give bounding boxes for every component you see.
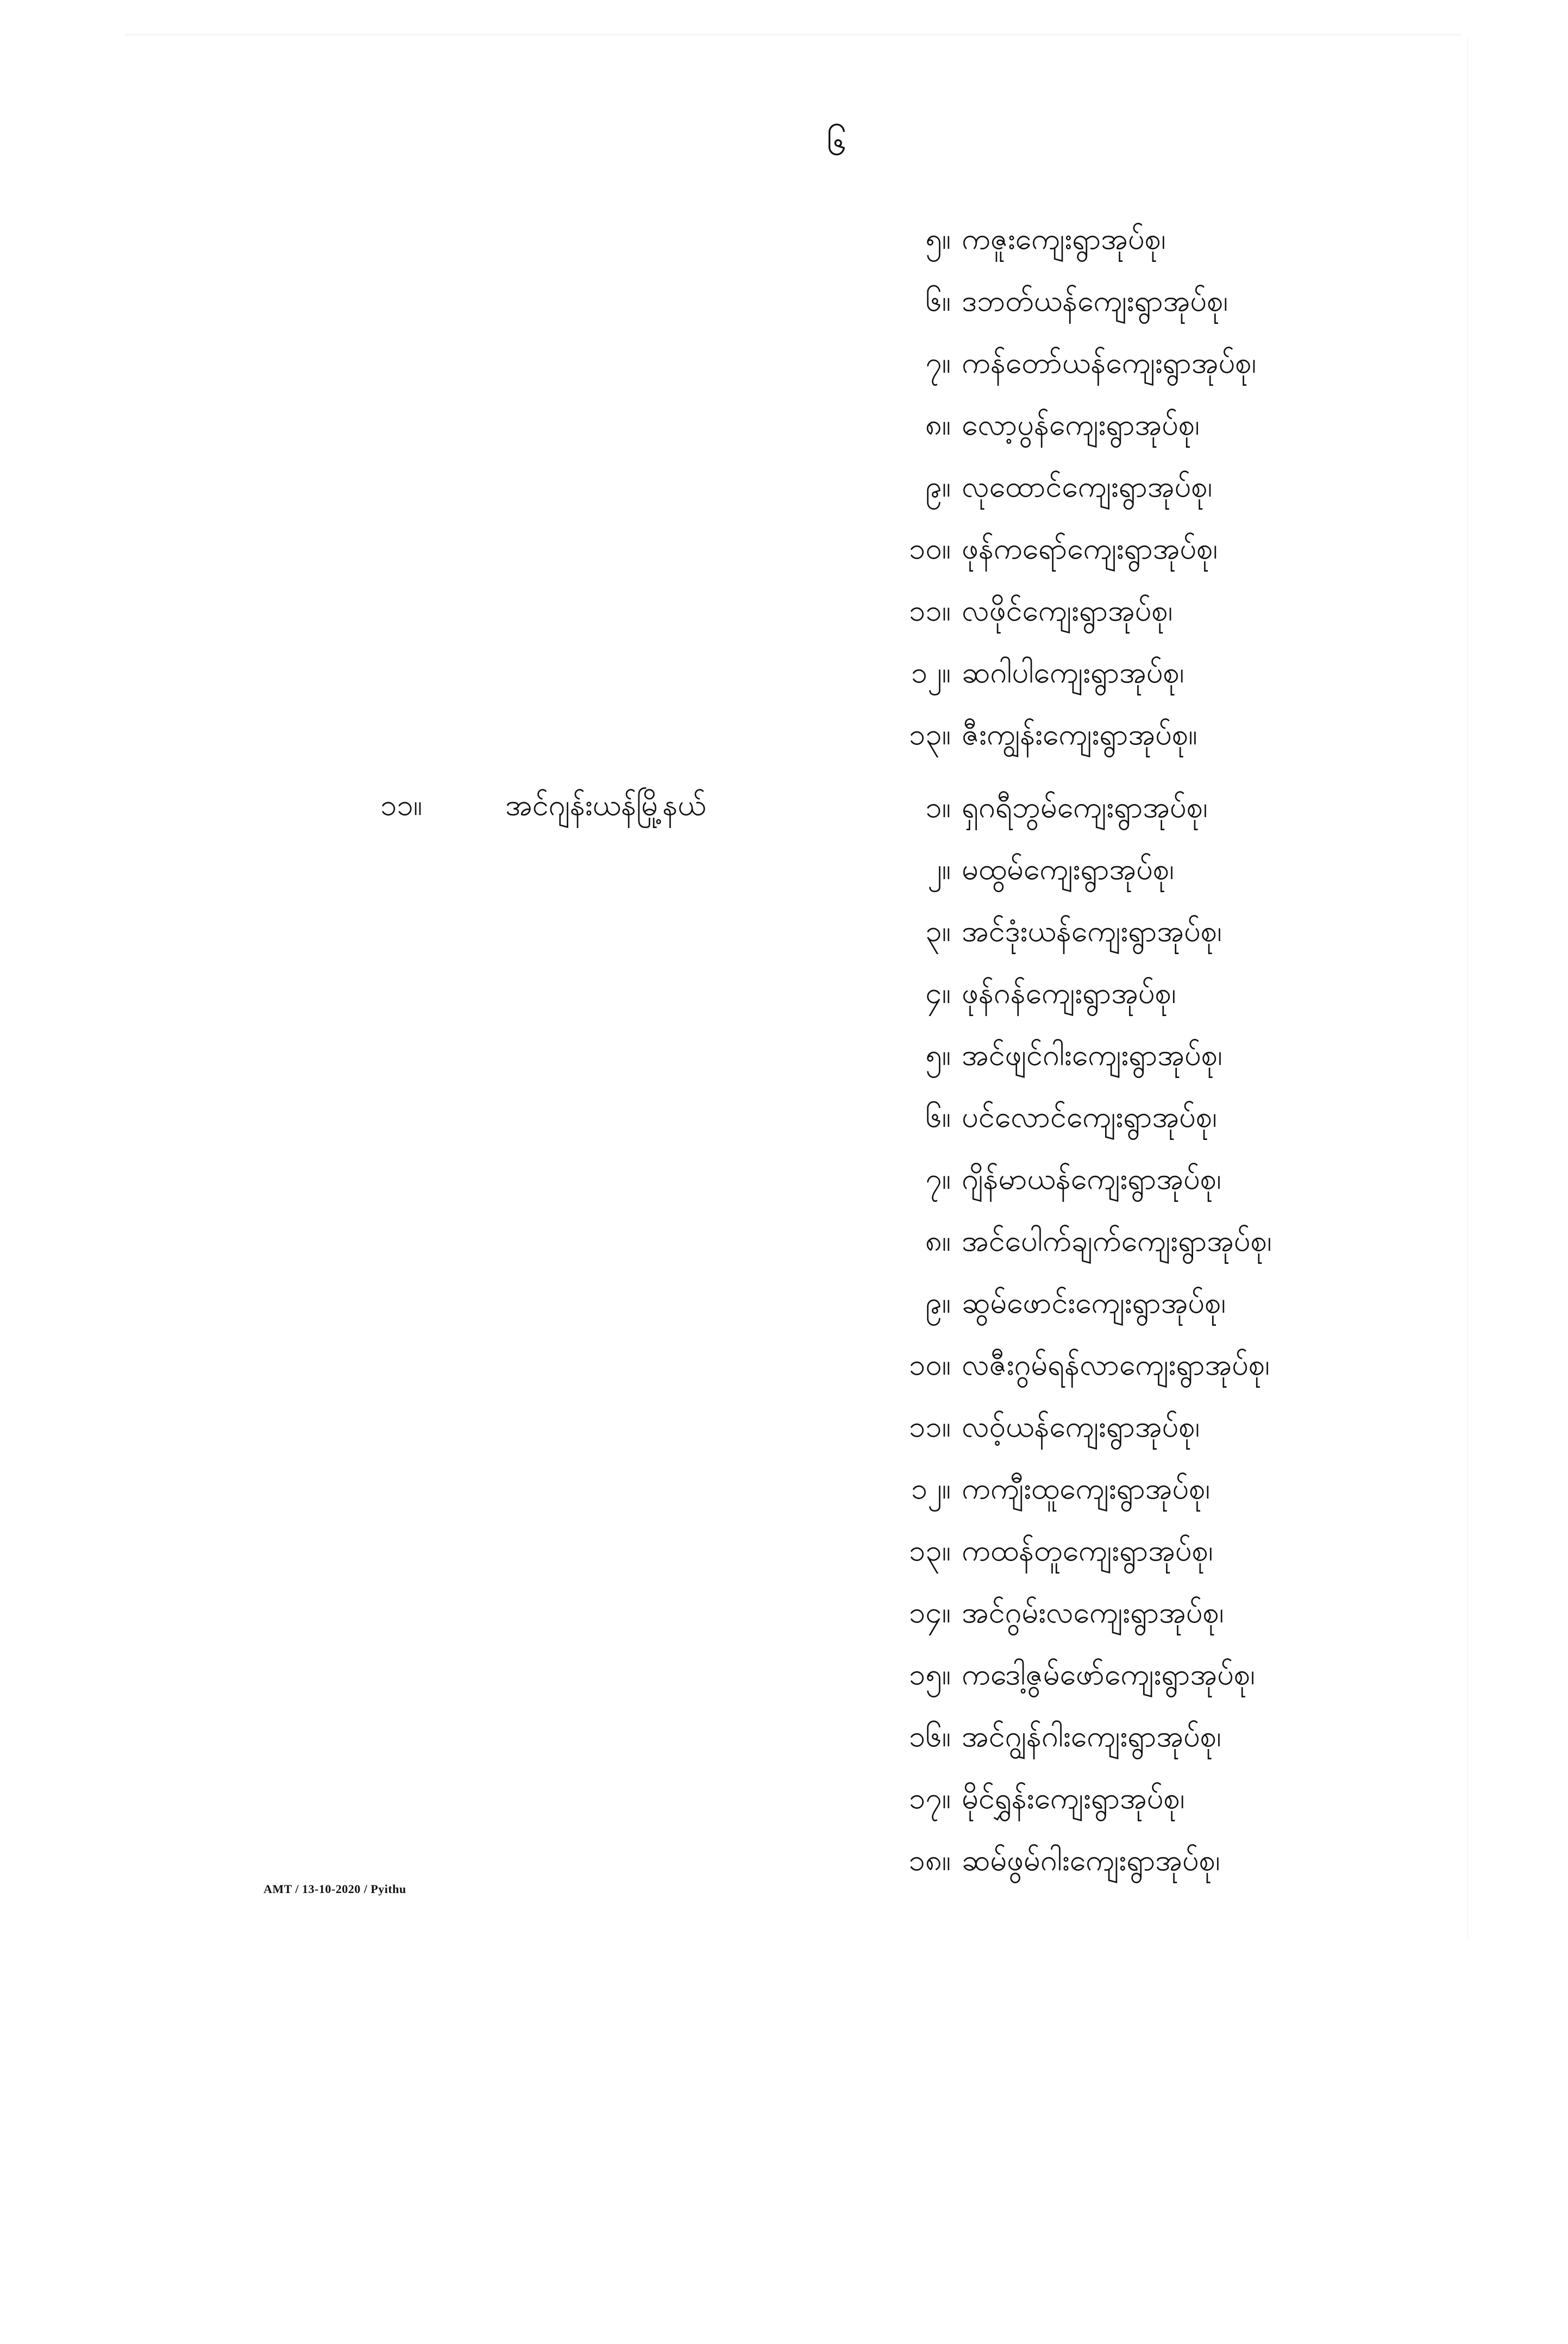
item-number: ၁၀။ bbox=[908, 531, 951, 566]
scan-edge-right bbox=[1467, 38, 1469, 1940]
list-item bbox=[891, 1157, 1456, 1201]
list-item bbox=[891, 279, 1456, 323]
item-text: မထွမ်ကျေးရွာအုပ်စု၊ bbox=[962, 852, 1174, 886]
item-text: မိုင်ရွှန်းကျေးရွာအုပ်စု၊ bbox=[962, 1781, 1185, 1815]
list-item bbox=[891, 217, 1456, 261]
list-item bbox=[891, 1033, 1456, 1077]
item-text: ရှဂရီဘွမ်ကျေးရွာအုပ်စု၊ bbox=[962, 790, 1208, 824]
item-number: ၄။ bbox=[925, 976, 951, 1010]
item-number: ၁၅။ bbox=[908, 1657, 951, 1691]
item-number: ၇။ bbox=[925, 1162, 951, 1196]
item-number: ၂။ bbox=[927, 852, 951, 886]
item-text: ဇီးကျွန်းကျေးရွာအုပ်စု။ bbox=[962, 717, 1197, 751]
item-text: အင်ဂျွန်ဂါးကျေးရွာအုပ်စု၊ bbox=[962, 1719, 1221, 1753]
list-item bbox=[891, 910, 1456, 953]
item-number: ၈။ bbox=[925, 1224, 951, 1258]
item-number: ၁၂။ bbox=[911, 655, 951, 690]
section-name: အင်ဂျန်းယန်မြို့နယ် bbox=[505, 788, 706, 822]
item-text: အင်ပေါက်ချက်ကျေးရွာအုပ်စု၊ bbox=[962, 1224, 1272, 1258]
item-text: လဖိုင်ကျေးရွာအုပ်စု၊ bbox=[962, 593, 1173, 628]
item-number: ၁၂။ bbox=[911, 1471, 951, 1506]
item-text: ဒဘတ်ယန်ကျေးရွာအုပ်စု၊ bbox=[962, 284, 1228, 318]
item-number: ၅။ bbox=[925, 1038, 951, 1072]
item-number: ၆။ bbox=[925, 284, 951, 318]
item-text: ဖုန်ဂန်ကျေးရွာအုပ်စု၊ bbox=[962, 976, 1176, 1010]
item-text: လုထောင်ကျေးရွာအုပ်စု၊ bbox=[962, 469, 1213, 504]
item-number: ၃။ bbox=[925, 914, 951, 948]
list-item bbox=[891, 465, 1456, 509]
item-number: ၆။ bbox=[925, 1100, 951, 1134]
list-item bbox=[891, 527, 1456, 571]
list-item bbox=[891, 1095, 1456, 1139]
item-text: ဖုန်ကရော်ကျေးရွာအုပ်စု၊ bbox=[962, 531, 1218, 566]
list-item bbox=[891, 1529, 1456, 1572]
item-number: ၉။ bbox=[925, 1286, 951, 1320]
list-item bbox=[891, 1467, 1456, 1511]
item-text: ကဇူးကျေးရွာအုပ်စု၊ bbox=[962, 222, 1166, 256]
list-item bbox=[891, 972, 1456, 1015]
item-number: ၁၃။ bbox=[908, 1533, 951, 1568]
item-number: ၁၀။ bbox=[908, 1348, 951, 1382]
list-item bbox=[891, 1715, 1456, 1758]
item-number: ၁၁။ bbox=[908, 1409, 951, 1444]
list-item bbox=[891, 1777, 1456, 1820]
list-item bbox=[891, 1343, 1456, 1387]
item-text: ပင်လောင်ကျေးရွာအုပ်စု၊ bbox=[962, 1100, 1217, 1134]
item-text: အင်ဒုံးယန်ကျေးရွာအုပ်စု၊ bbox=[962, 914, 1222, 948]
list-item bbox=[891, 786, 1456, 829]
item-text: ဆွမ်ဖောင်းကျေးရွာအုပ်စု၊ bbox=[962, 1286, 1226, 1320]
list-item bbox=[891, 1591, 1456, 1634]
page-number: ၆ bbox=[826, 122, 847, 164]
item-number: ၅။ bbox=[925, 222, 951, 256]
item-number: ၁၃။ bbox=[908, 717, 951, 751]
item-number: ၉။ bbox=[925, 469, 951, 504]
list-item bbox=[891, 1839, 1456, 1882]
list-item bbox=[891, 589, 1456, 632]
item-text: လဝ့်ယန်ကျေးရွာအုပ်စု၊ bbox=[962, 1409, 1200, 1444]
item-text: ကထန်တူကျေးရွာအုပ်စု၊ bbox=[962, 1533, 1213, 1568]
list-item bbox=[891, 403, 1456, 447]
list-item bbox=[891, 1281, 1456, 1325]
item-number: ၁၈။ bbox=[908, 1843, 951, 1877]
item-number: ၁၁။ bbox=[908, 593, 951, 628]
list-item bbox=[891, 1219, 1456, 1263]
item-text: လဇီးဂွမ်ရန်လာကျေးရွာအုပ်စု၊ bbox=[962, 1348, 1270, 1382]
item-number: ၁၇။ bbox=[908, 1781, 951, 1815]
list-item bbox=[891, 713, 1456, 756]
list-item bbox=[891, 848, 1456, 891]
item-text: ကကျီးထူကျေးရွာအုပ်စု၊ bbox=[962, 1471, 1211, 1506]
item-text: ဆဂါပါကျေးရွာအုပ်စု၊ bbox=[962, 655, 1184, 690]
item-text: ကဒေါ့ဇွမ်ဖော်ကျေးရွာအုပ်စု၊ bbox=[962, 1657, 1255, 1691]
item-text: ဂျိန်မာယန်ကျေးရွာအုပ်စု၊ bbox=[962, 1162, 1221, 1196]
item-number: ၁။ bbox=[925, 790, 951, 824]
item-text: လော့ပွန်ကျေးရွာအုပ်စု၊ bbox=[962, 408, 1200, 442]
item-number: ၁၆။ bbox=[908, 1719, 951, 1753]
item-number: ၈။ bbox=[925, 408, 951, 442]
footer-reference: AMT / 13-10-2020 / Pyithu bbox=[264, 1882, 406, 1896]
item-number: ၇။ bbox=[925, 346, 951, 380]
item-text: အင်ဂွမ်းလကျေးရွာအုပ်စု၊ bbox=[962, 1595, 1224, 1629]
list-item bbox=[891, 341, 1456, 385]
list-item bbox=[891, 1405, 1456, 1449]
list-item bbox=[891, 1653, 1456, 1696]
village-tract-list bbox=[891, 0, 1467, 1902]
item-text: ဆမ်ဖွမ်ဂါးကျေးရွာအုပ်စု၊ bbox=[962, 1843, 1220, 1877]
section-number: ၁၁။ bbox=[380, 788, 423, 822]
list-item bbox=[891, 651, 1456, 694]
item-number: ၁၄။ bbox=[908, 1595, 951, 1629]
item-text: ကန်တော်ယန်ကျေးရွာအုပ်စု၊ bbox=[962, 346, 1257, 380]
item-text: အင်ဖျင်ဂါးကျေးရွာအုပ်စု၊ bbox=[962, 1038, 1222, 1072]
